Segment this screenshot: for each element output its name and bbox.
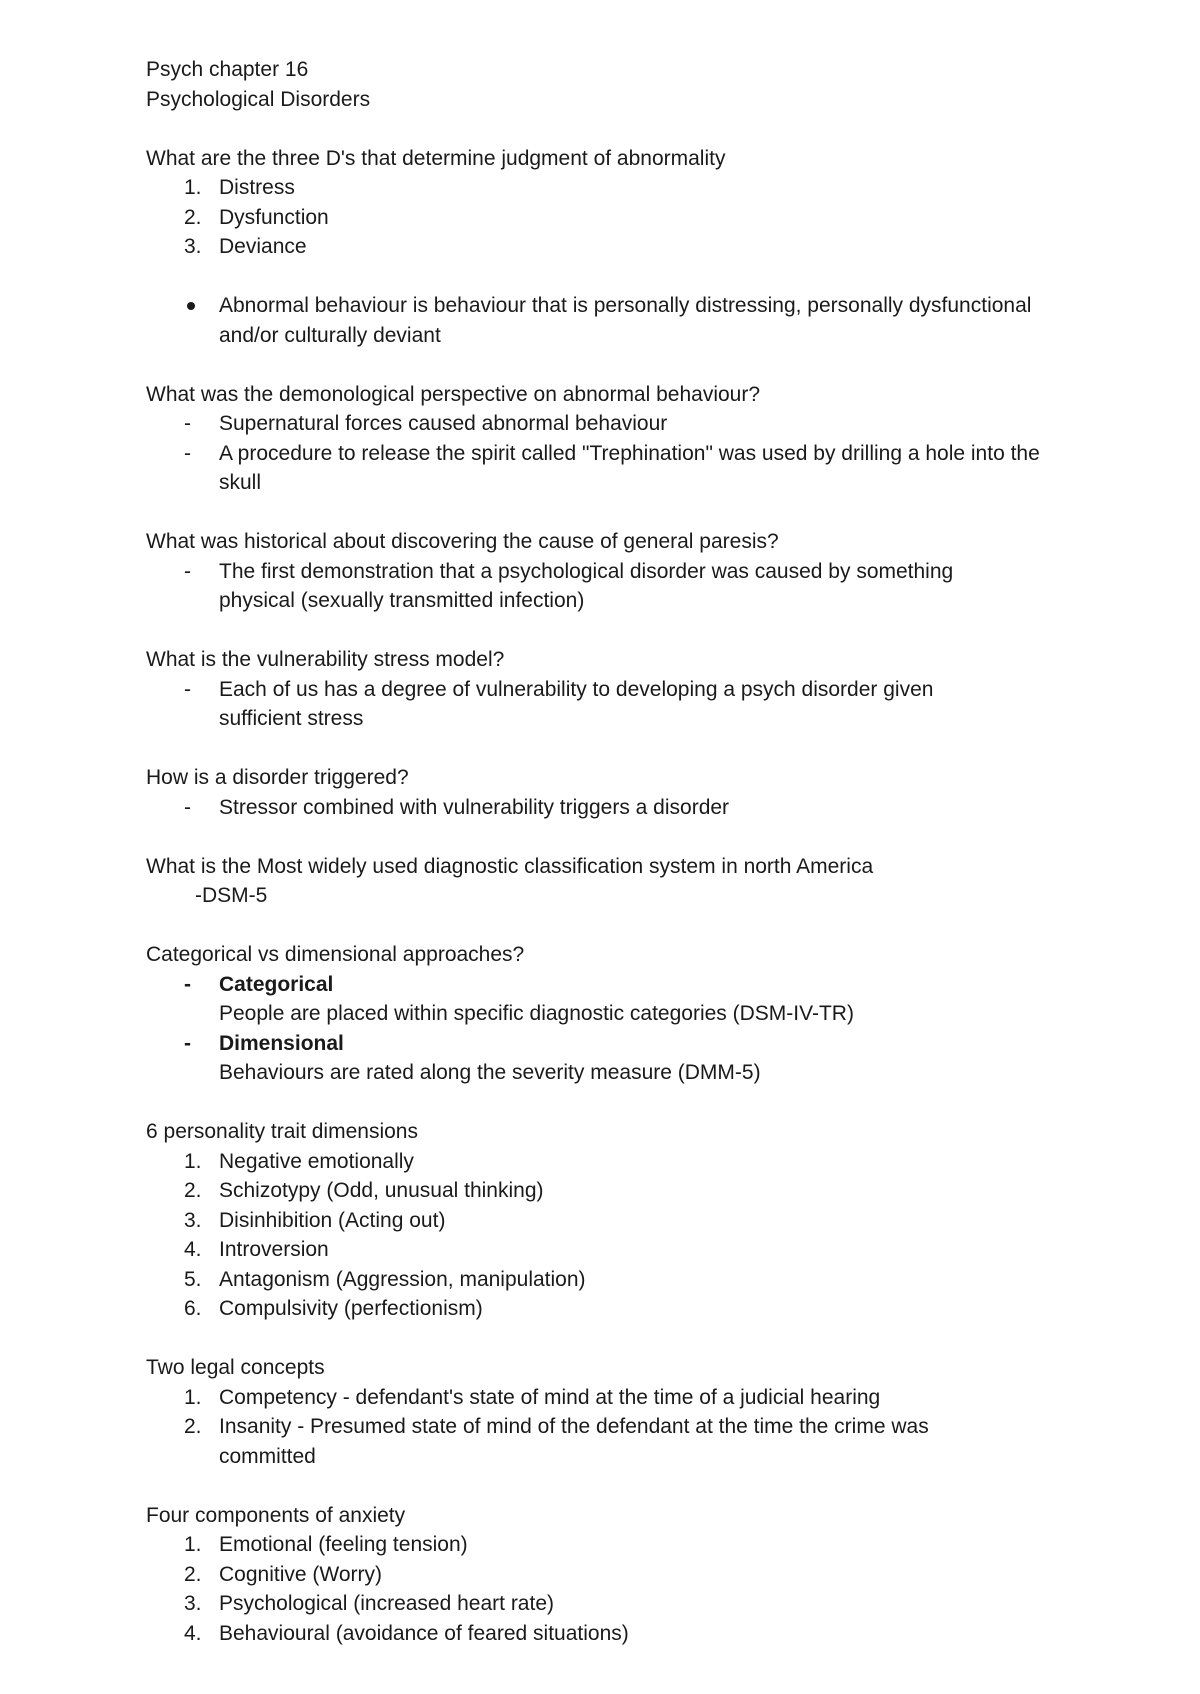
list-item: - The first demonstration that a psychological disorder was caused by something physical (sexually transmitted infection)	[146, 557, 1076, 616]
answer-text: -DSM-5	[195, 884, 268, 907]
list-item	[146, 1029, 1076, 1059]
list-number: 2.	[184, 205, 202, 229]
list-item: 1. Competency - defendant's state of mind at the time of a judicial hearing	[146, 1383, 1076, 1413]
list-item: - Each of us has a degree of vulnerability to developing a psych disorder given sufficient stress	[146, 675, 1076, 734]
list-number: 6.	[184, 1297, 202, 1320]
term-description: People are placed within specific diagnostic categories (DSM-IV-TR)	[219, 1002, 854, 1025]
dash-marker: -	[184, 677, 191, 701]
list-number: 1.	[184, 1149, 202, 1173]
list-item: 2. Schizotypy (Odd, unusual thinking)	[146, 1176, 1076, 1206]
bullet-icon	[187, 302, 195, 310]
list-item: - Supernatural forces caused abnormal behaviour	[146, 409, 1076, 439]
list-number: 1.	[184, 1533, 202, 1556]
list-number: 5.	[184, 1267, 202, 1291]
doc-title: Psych chapter 16	[146, 58, 309, 81]
section-question: What was historical about discovering the cause of general paresis?	[146, 530, 779, 553]
document-page	[146, 55, 1076, 1648]
bullet-item: Abnormal behaviour is behaviour that is personally distressing, personally dysfunctional and/or culturally deviant	[146, 291, 1076, 350]
list-item: 2. Cognitive (Worry)	[146, 1560, 1076, 1590]
list-number: 2.	[184, 1415, 202, 1438]
list-item: 1. Emotional (feeling tension)	[146, 1530, 1076, 1560]
list-item: - A procedure to release the spirit called "Trephination" was used by drilling a hole into the skull	[146, 439, 1076, 498]
list-number: 3.	[184, 1592, 202, 1615]
dash-marker: -	[184, 559, 191, 583]
list-item	[146, 970, 1076, 1000]
list-number: 2.	[184, 1179, 202, 1202]
list-item: 3. Disinhibition (Acting out)	[146, 1206, 1076, 1236]
section-question: Four components of anxiety	[146, 1503, 406, 1527]
dash-marker: -	[184, 972, 191, 996]
list-item: 2. Dysfunction	[146, 203, 1076, 233]
list-number: 1.	[184, 1385, 202, 1409]
list-number: 2.	[184, 1562, 202, 1586]
list-item: 4. Introversion	[146, 1235, 1076, 1265]
section-question: What is the Most widely used diagnostic classification system in north America	[146, 854, 874, 878]
dash-marker: -	[184, 1031, 191, 1055]
dash-marker: -	[184, 795, 191, 819]
dash-marker: -	[184, 412, 191, 435]
list-item: 1. Negative emotionally	[146, 1147, 1076, 1177]
term-description: Behaviours are rated along the severity measure (DMM-5)	[219, 1061, 761, 1084]
section-question: Two legal concepts	[146, 1356, 325, 1379]
list-item: - Stressor combined with vulnerability triggers a disorder	[146, 793, 1076, 823]
list-number: 1.	[184, 176, 202, 199]
section-question: What was the demonological perspective on abnormal behaviour?	[146, 382, 761, 406]
list-number: 4.	[184, 1238, 202, 1261]
list-item: 5. Antagonism (Aggression, manipulation)	[146, 1265, 1076, 1295]
list-number: 3.	[184, 1208, 202, 1232]
section-question: 6 personality trait dimensions	[146, 1120, 418, 1143]
list-number: 4.	[184, 1621, 202, 1645]
section-question: What are the three D's that determine judgment of abnormality	[146, 146, 726, 170]
term-label: Categorical	[219, 972, 334, 996]
section-question: How is a disorder triggered?	[146, 766, 409, 789]
section-question: What is the vulnerability stress model?	[146, 648, 505, 671]
list-number: 3.	[184, 235, 202, 258]
list-item: 3. Deviance	[146, 232, 1076, 262]
section-question: Categorical vs dimensional approaches?	[146, 943, 525, 966]
list-item: 1. Distress	[146, 173, 1076, 203]
list-item: 4. Behavioural (avoidance of feared situations)	[146, 1619, 1076, 1649]
list-item: 2. Insanity - Presumed state of mind of the defendant at the time the crime was committed	[146, 1412, 1076, 1471]
doc-subtitle: Psychological Disorders	[146, 87, 371, 111]
list-item: 3. Psychological (increased heart rate)	[146, 1589, 1076, 1619]
dash-marker: -	[184, 441, 191, 465]
term-label: Dimensional	[219, 1031, 344, 1055]
list-item: 6. Compulsivity (perfectionism)	[146, 1294, 1076, 1324]
